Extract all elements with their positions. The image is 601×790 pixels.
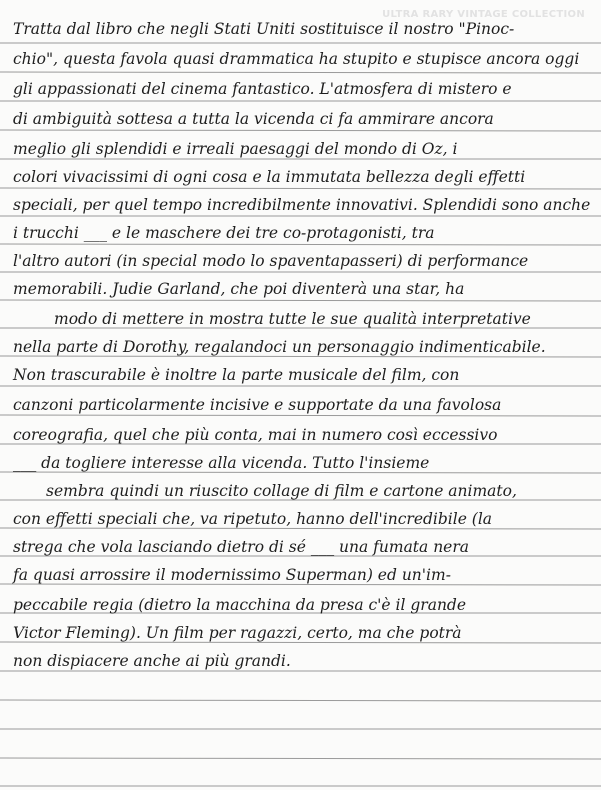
text-line-17: sembra quindi un riuscito collage di film e cartone animato, xyxy=(46,482,517,500)
text-line-16: ___ da togliere interesse alla vicenda. Tutto l'insieme xyxy=(13,454,430,472)
text-line-19: strega che vola lasciando dietro di sé ___ una fumata nera xyxy=(13,538,470,556)
text-line-1: Tratta dal libro che negli Stati Uniti sostituisce il nostro "Pinoc- xyxy=(13,20,515,38)
text-line-20: fa quasi arrossire il modernissimo Superman) ed un'im- xyxy=(13,566,451,584)
text-line-18: con effetti speciali che, va ripetuto, hanno dell'incredibile (la xyxy=(13,510,493,528)
text-line-10: memorabili. Judie Garland, che poi diventerà una star, ha xyxy=(13,280,465,298)
text-line-5: meglio gli splendidi e irreali paesaggi del mondo di Oz, i xyxy=(13,140,458,158)
text-line-7: speciali, per quel tempo incredibilmente innovativi. Splendidi sono anche xyxy=(13,196,591,214)
text-line-21: peccabile regia (dietro la macchina da presa c'è il grande xyxy=(13,596,467,614)
text-line-4: di ambiguità sottesa a tutta la vicenda ci fa ammirare ancora xyxy=(13,110,494,128)
text-line-15: coreografia, quel che più conta, mai in numero così eccessivo xyxy=(13,426,498,444)
text-line-8: i trucchi ___ e le maschere dei tre co-protagonisti, tra xyxy=(13,224,435,242)
text-line-14: canzoni particolarmente incisive e supportate da una favolosa xyxy=(13,396,502,414)
text-line-2: chio", questa favola quasi drammatica ha stupito e stupisce ancora oggi xyxy=(13,50,580,68)
text-line-12: nella parte di Dorothy, regalandoci un personaggio indimenticabile. xyxy=(13,338,546,356)
text-line-6: colori vivacissimi di ogni cosa e la immutata bellezza degli effetti xyxy=(13,168,526,186)
text-line-9: l'altro autori (in special modo lo spaventapasseri) di performance xyxy=(13,252,529,270)
text-line-11: modo di mettere in mostra tutte le sue qualità interpretative xyxy=(54,310,531,328)
text-line-22: Victor Fleming). Un film per ragazzi, certo, ma che potrà xyxy=(13,624,462,642)
watermark: ULTRA RARY VINTAGE COLLECTION xyxy=(382,9,585,20)
text-line-23: non dispiacere anche ai più grandi. xyxy=(13,652,291,670)
text-line-3: gli appassionati del cinema fantastico. L'atmosfera di mistero e xyxy=(13,80,512,98)
text-line-13: Non trascurabile è inoltre la parte musicale del film, con xyxy=(13,366,460,384)
